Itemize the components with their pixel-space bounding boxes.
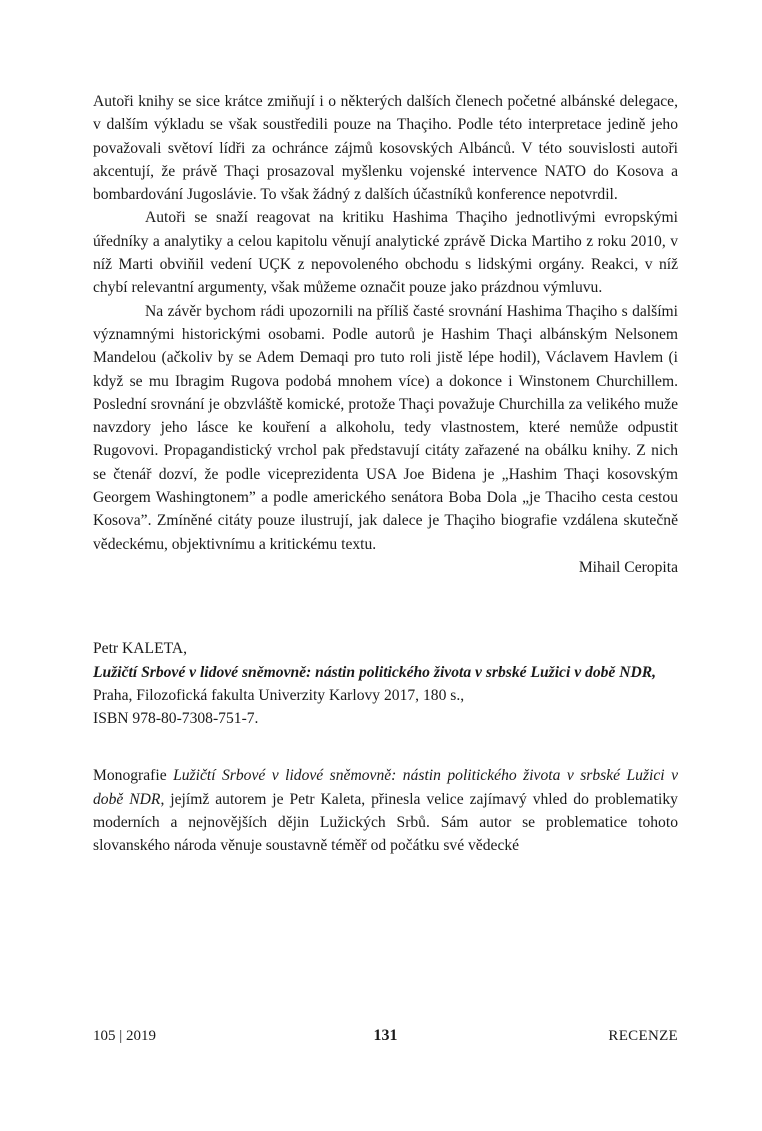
paragraph-1: Autoři knihy se sice krátce zmiňují i o některých dalších členech početné albánské delegace, v dalším výkladu se však soustředili pouze na Thaçiho. Podle této interpretace jedině jeho považovali světoví lídři za ochránce zájmů kosovských Albánců. V této souvislosti autoři akcentují, že právě Thaçi prosazoval myšlenku vojenské intervence NATO do Kosova a bombardování Jugoslávie. To však žádný z dalších účastníků konference nepotvrdil.	[93, 93, 678, 204]
book-publication: Praha, Filozofická fakulta Univerzity Karlovy 2017, 180 s.,	[93, 686, 465, 704]
intro-text: , jejímž autorem je Petr Kaleta, přinesla velice zajímavý vhled do problematiky moderních a nejnovějších dějin Lužických Srbů. Sám autor se problematice tohoto slovanského národa věnuje soustavně téměř od počátku své vědecké	[93, 790, 678, 855]
page-body	[93, 90, 678, 858]
intro-book-title: Lužičtí Srbové v lidové sněmovně: nástin politického života v srbské Lužici v době NDR	[93, 767, 678, 808]
book-author: Petr KALETA,	[93, 640, 188, 658]
section-gap	[93, 579, 678, 637]
section-gap	[93, 730, 678, 764]
footer-section: RECENZE	[608, 1028, 678, 1044]
review-signature: Mihail Ceropita	[578, 558, 678, 576]
review-thaci	[93, 90, 678, 579]
book-title: Lužičtí Srbové v lidové sněmovně: nástin politického života v srbské Lužici v době NDR,	[93, 663, 657, 681]
page-footer	[93, 1024, 678, 1048]
book-isbn: ISBN 978-80-7308-751-7.	[93, 710, 259, 728]
intro-prefix: Monografie	[93, 767, 174, 785]
paragraph-2: Autoři se snaží reagovat na kritiku Hashima Thaçiho jednotlivými evropskými úředníky a analytiky a celou kapitolu věnují analytické zprávě Dicka Martiho z roku 2010, v níž Marti obviňil vedení UÇK z nepovoleného obchodu s lidskými orgány. Reakci, v níž chybí relevantní argumenty, však můžeme označit pouze jako prázdnou výmluvu.	[93, 209, 678, 297]
page-number: 131	[373, 1027, 398, 1044]
paragraph-3: Na závěr bychom rádi upozornili na příliš časté srovnání Hashima Thaçiho s dalšími významnými historickými osobami. Podle autorů je Hashim Thaçi albánským Nelsonem Mandelou (ačkoliv by se Adem Demaqi pro tuto roli jistě lépe hodil), Václavem Havlem (i když se mu Ibragim Rugova podobá mnohem více) a dokonce i Winstonem Churchillem. Poslední srovnání je obzvláště komické, protože Thaçi považuje Churchilla za velikého muže navzdory jeho lásce ke kouření a alkoholu, tedy vlastnostem, které nemůže odpustit Rugovovi. Propagandistický vrchol pak představují citáty zařazené na obálku knihy. Z nich se čtenář dozví, že podle viceprezidenta USA Joe Bidena je „Hashim Thaçi kosovským Georgem Washingtonem” a podle amerického senátora Boba Dola „je Thaciho cesta cestou Kosova”. Zmíněné citáty pouze ilustrují, jak dalece je Thaçiho biografie vzdálena skutečně vědeckému, objektivnímu a kritickému textu.	[93, 302, 678, 553]
review-kaleta-header	[93, 637, 678, 730]
footer-issue: 105 | 2019	[93, 1028, 157, 1044]
review-kaleta-intro	[93, 764, 678, 857]
